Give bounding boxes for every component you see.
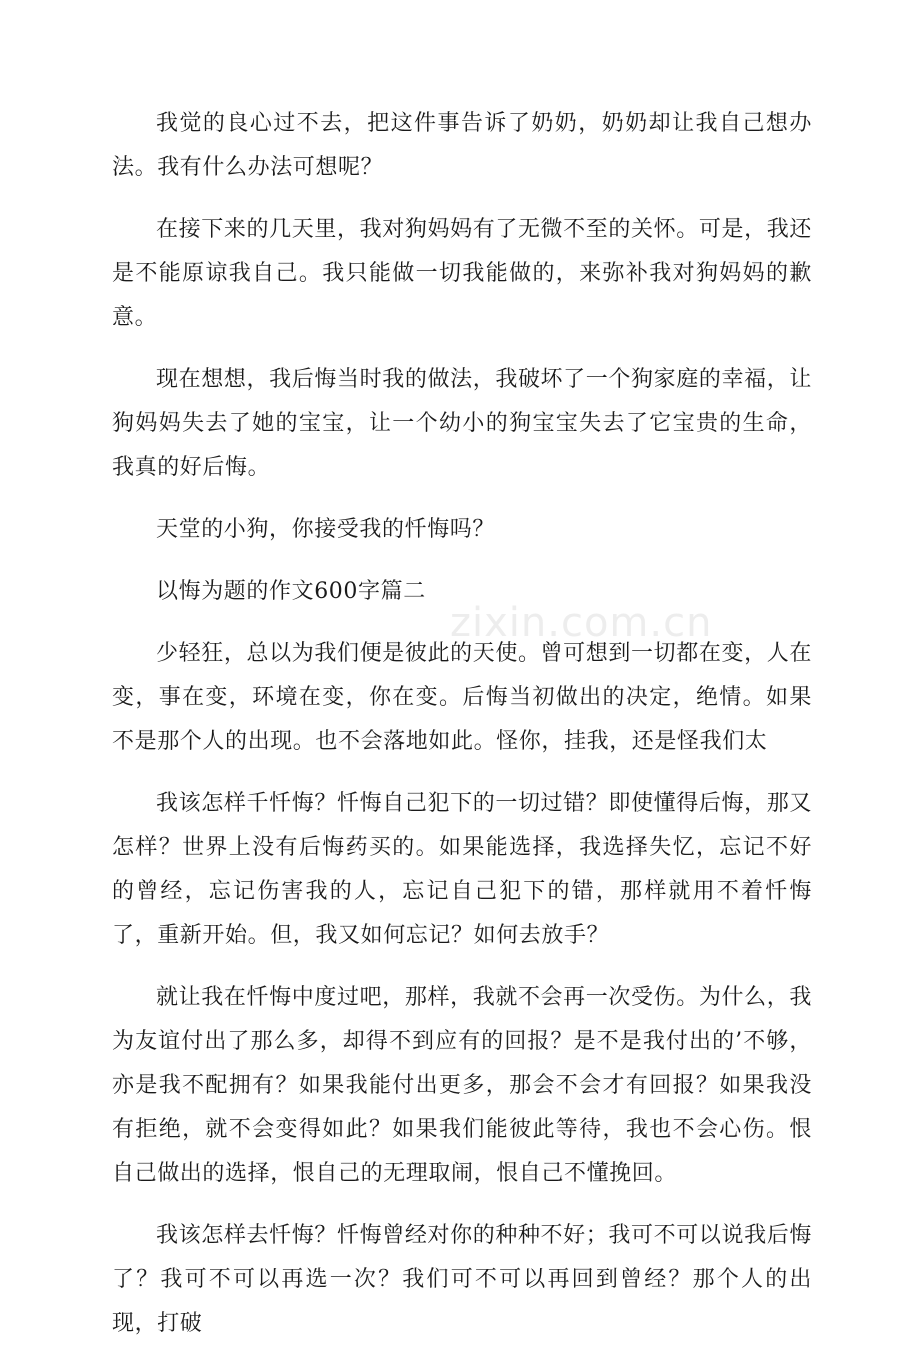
paragraph: 就让我在忏悔中度过吧，那样，我就不会再一次受伤。为什么，我为友谊付出了那么多，却得不到应有的回报？是不是我付出的’不够，亦是我不配拥有？如果我能付出更多，那会不会才有回报？如果我没有拒绝，就不会变得如此？如果我们能彼此等待，我也不会心伤。恨自己做出的选择，恨自己的无理取闹，恨自己不懂挽回。 [112, 985, 812, 1186]
paragraph: 天堂的小狗，你接受我的忏悔吗？ [156, 517, 496, 542]
paragraph: 少轻狂，总以为我们便是彼此的天使。曾可想到一切都在变，人在变，事在变，环境在变，你在变。后悔当初做出的决定，绝情。如果不是那个人的出现。也不会落地如此。怪你，挂我，还是怪我们太 [112, 641, 812, 754]
watermark: zixin.com.cn [450, 600, 713, 646]
paragraph: 在接下来的几天里，我对狗妈妈有了无微不至的关怀。可是，我还是不能原谅我自己。我只能做一切我能做的，来弥补我对狗妈妈的歉意。 [112, 217, 812, 330]
section-heading: 以悔为题的作文600字篇二 [156, 579, 426, 604]
paragraph: 我该怎样去忏悔？忏悔曾经对你的种种不好；我可不可以说我后悔了？我可不可以再选一次？我们可不可以再回到曾经？那个人的出现，打破 [112, 1223, 812, 1336]
paragraph: 现在想想，我后悔当时我的做法，我破坏了一个狗家庭的幸福，让狗妈妈失去了她的宝宝，让一个幼小的狗宝宝失去了它宝贵的生命，我真的好后悔。 [112, 367, 812, 480]
document-body [112, 102, 812, 1364]
paragraph: 我觉的良心过不去，把这件事告诉了奶奶，奶奶却让我自己想办法。我有什么办法可想呢？ [112, 111, 812, 180]
paragraph: 我该怎样千忏悔？忏悔自己犯下的一切过错？即使懂得后悔，那又怎样？世界上没有后悔药买的。如果能选择，我选择失忆，忘记不好的曾经，忘记伤害我的人，忘记自己犯下的错，那样就用不着忏悔了，重新开始。但，我又如何忘记？如何去放手？ [112, 791, 812, 948]
